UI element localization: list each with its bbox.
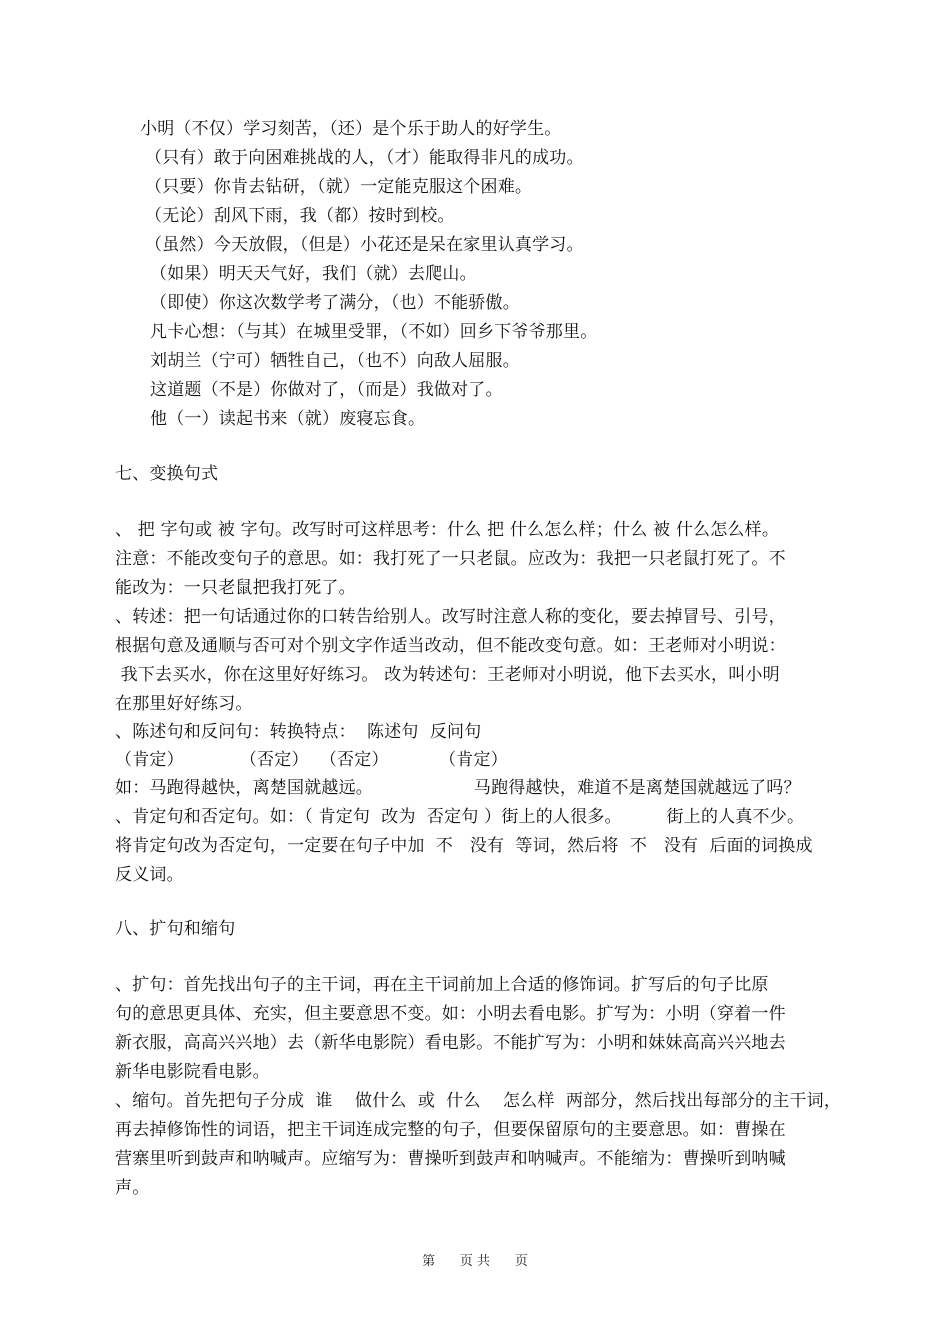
paragraph-line: 、肯定句和否定句。如：（ 肯定句 改为 否定句 ）街上的人很多。 街上的人真不少。 — [115, 807, 805, 827]
paragraph-line: 、扩句：首先找出句子的主干词，再在主干词前加上合适的修饰词。扩写后的句子比原 — [115, 975, 769, 995]
paragraph-line: 能改为：一只老鼠把我打死了。 — [115, 578, 356, 598]
conjunction-line: （无论）刮风下雨，我（都）按时到校。 — [145, 206, 455, 226]
paragraph-line: 、 把 字句或 被 字句。改写时可这样思考：什么 把 什么怎么样；什么 被 什么怎么样。 — [115, 520, 780, 540]
paragraph-line: 根据句意及通顺与否可对个别文字作适当改动，但不能改变句意。如：王老师对小明说： — [115, 636, 786, 656]
paragraph-line: 新衣服，高高兴兴地）去（新华电影院）看电影。不能扩写为：小明和妹妹高高兴兴地去 — [115, 1033, 786, 1053]
paragraph-line: （肯定） （否定） （否定） （肯定） — [115, 750, 508, 770]
paragraph-line: 、缩句。首先把句子分成 谁 做什么 或 什么 怎么样 两部分，然后找出每部分的主干词， — [115, 1091, 842, 1111]
paragraph-line: 、陈述句和反问句：转换特点： 陈述句 反问句 — [115, 722, 482, 742]
paragraph-line: 如：马跑得越快，离楚国就越远。 马跑得越快，难道不是离楚国就越远了吗？ — [115, 778, 801, 798]
conjunction-line: （只要）你肯去钻研，（就）一定能克服这个困难。 — [145, 177, 533, 197]
conjunction-line: （只有）敢于向困难挑战的人，（才）能取得非凡的成功。 — [145, 148, 584, 168]
paragraph-line: 反义词。 — [115, 865, 184, 885]
paragraph-line: 声。 — [115, 1178, 150, 1198]
section-heading: 七、变换句式 — [115, 464, 219, 484]
paragraph-line: 注意：不能改变句子的意思。如：我打死了一只老鼠。应改为：我把一只老鼠打死了。不 — [115, 549, 786, 569]
paragraph-line: 新华电影院看电影。 — [115, 1062, 270, 1082]
paragraph-line: 将肯定句改为否定句，一定要在句子中加 不 没有 等词，然后将 不 没有 后面的词换成 — [115, 836, 813, 856]
conjunction-line: 刘胡兰（宁可）牺牲自己，（也不）向敌人屈服。 — [150, 351, 520, 371]
page-footer: 第 页 共 页 — [422, 1254, 528, 1269]
conjunction-line: （虽然）今天放假，（但是）小花还是呆在家里认真学习。 — [145, 235, 584, 255]
paragraph-line: 再去掉修饰性的词语，把主干词连成完整的句子，但要保留原句的主要意思。如：曹操在 — [115, 1120, 786, 1140]
paragraph-line: 句的意思更具体、充实，但主要意思不变。如：小明去看电影。扩写为：小明（穿着一件 — [115, 1004, 786, 1024]
conjunction-line: 凡卡心想：（与其）在城里受罪，（不如）回乡下爷爷那里。 — [150, 322, 598, 342]
conjunction-line: 他（一）读起书来（就）废寝忘食。 — [150, 409, 426, 429]
paragraph-line: 在那里好好练习。 — [115, 694, 253, 714]
section-heading: 八、扩句和缩句 — [115, 919, 236, 939]
conjunction-line: （即使）你这次数学考了满分，（也）不能骄傲。 — [150, 293, 520, 313]
paragraph-line: 、转述：把一句话通过你的口转告给别人。改写时注意人称的变化，要去掉冒号、引号， — [115, 607, 786, 627]
conjunction-line: 小明（不仅）学习刻苦，（还）是个乐于助人的好学生。 — [140, 119, 562, 139]
conjunction-line: 这道题（不是）你做对了，（而是）我做对了。 — [150, 380, 503, 400]
paragraph-line: 我下去买水，你在这里好好练习。 改为转述句：王老师对小明说，他下去买水，叫小明 — [115, 665, 780, 685]
paragraph-line: 营寨里听到鼓声和呐喊声。应缩写为：曹操听到鼓声和呐喊声。不能缩为：曹操听到呐喊 — [115, 1149, 786, 1169]
conjunction-line: （如果）明天天气好，我们（就）去爬山。 — [150, 264, 477, 284]
